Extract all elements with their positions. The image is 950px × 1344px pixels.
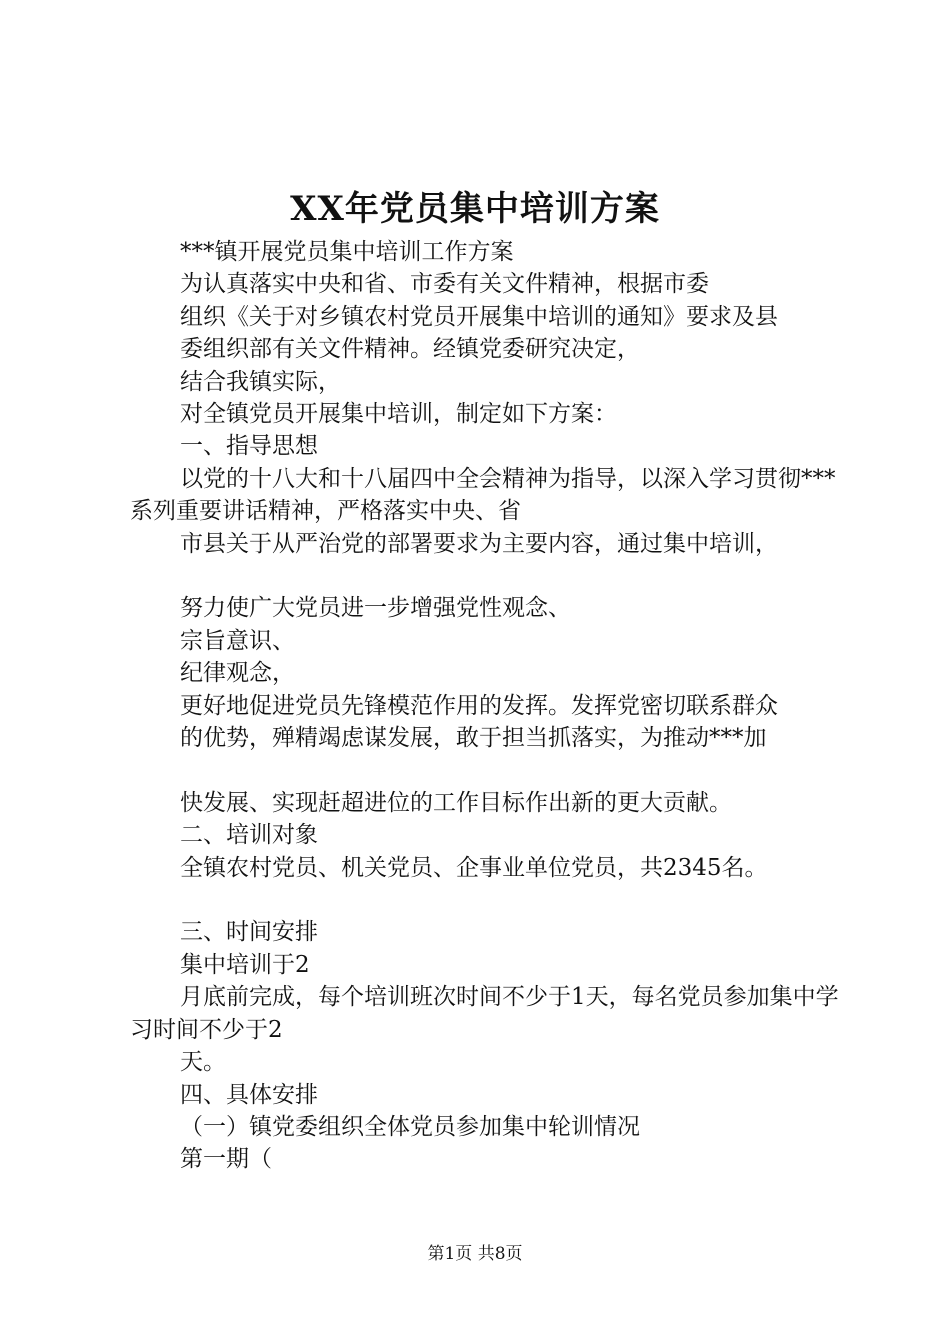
paragraph: 快发展、实现赶超进位的工作目标作出新的更大贡献。 — [180, 789, 732, 816]
paragraph: 全镇农村党员、机关党员、企事业单位党员，共2345名。 — [180, 854, 768, 881]
paragraph: 更好地促进党员先锋模范作用的发挥。发挥党密切联系群众 — [180, 692, 778, 719]
paragraph: 第一期（ — [180, 1146, 272, 1173]
sub-heading: （一）镇党委组织全体党员参加集中轮训情况 — [180, 1113, 640, 1140]
paragraph: 的优势，殚精竭虑谋发展，敢于担当抓落实，为推动***加 — [180, 725, 767, 752]
blank-line — [130, 884, 850, 916]
paragraph: 天。 — [180, 1049, 226, 1076]
paragraph: 努力使广大党员进一步增强党性观念、 — [180, 595, 571, 622]
paragraph: 委组织部有关文件精神。经镇党委研究决定， — [180, 336, 640, 363]
section-heading: 四、具体安排 — [180, 1081, 318, 1108]
paragraph: 为认真落实中央和省、市委有关文件精神，根据市委 — [180, 271, 709, 298]
paragraph: 纪律观念， — [180, 660, 295, 687]
blank-line — [130, 754, 850, 786]
paragraph: 组织《关于对乡镇农村党员开展集中培训的通知》要求及县 — [180, 303, 778, 330]
section-heading: 一、指导思想 — [180, 433, 318, 460]
paragraph: ***镇开展党员集中培训工作方案 — [180, 239, 514, 265]
page-footer: 第1页 共8页 — [427, 1244, 523, 1264]
paragraph: 宗旨意识、 — [180, 627, 295, 654]
paragraph: 对全镇党员开展集中培训，制定如下方案： — [180, 401, 617, 428]
paragraph: 月底前完成，每个培训班次时间不少于1天，每名党员参加集中学习时间不少于2 — [130, 984, 839, 1043]
blank-line — [130, 560, 850, 592]
section-heading: 三、时间安排 — [180, 919, 318, 946]
document-body — [130, 236, 850, 1176]
paragraph: 集中培训于2 — [180, 951, 310, 978]
document-title: XX年党员集中培训方案 — [290, 189, 660, 229]
paragraph: 市县关于从严治党的部署要求为主要内容，通过集中培训， — [180, 530, 778, 557]
paragraph: 结合我镇实际， — [180, 368, 341, 395]
section-heading: 二、培训对象 — [180, 822, 318, 849]
paragraph: 以党的十八大和十八届四中全会精神为指导，以深入学习贯彻***系列重要讲话精神，严格落实中央、省 — [130, 465, 836, 525]
